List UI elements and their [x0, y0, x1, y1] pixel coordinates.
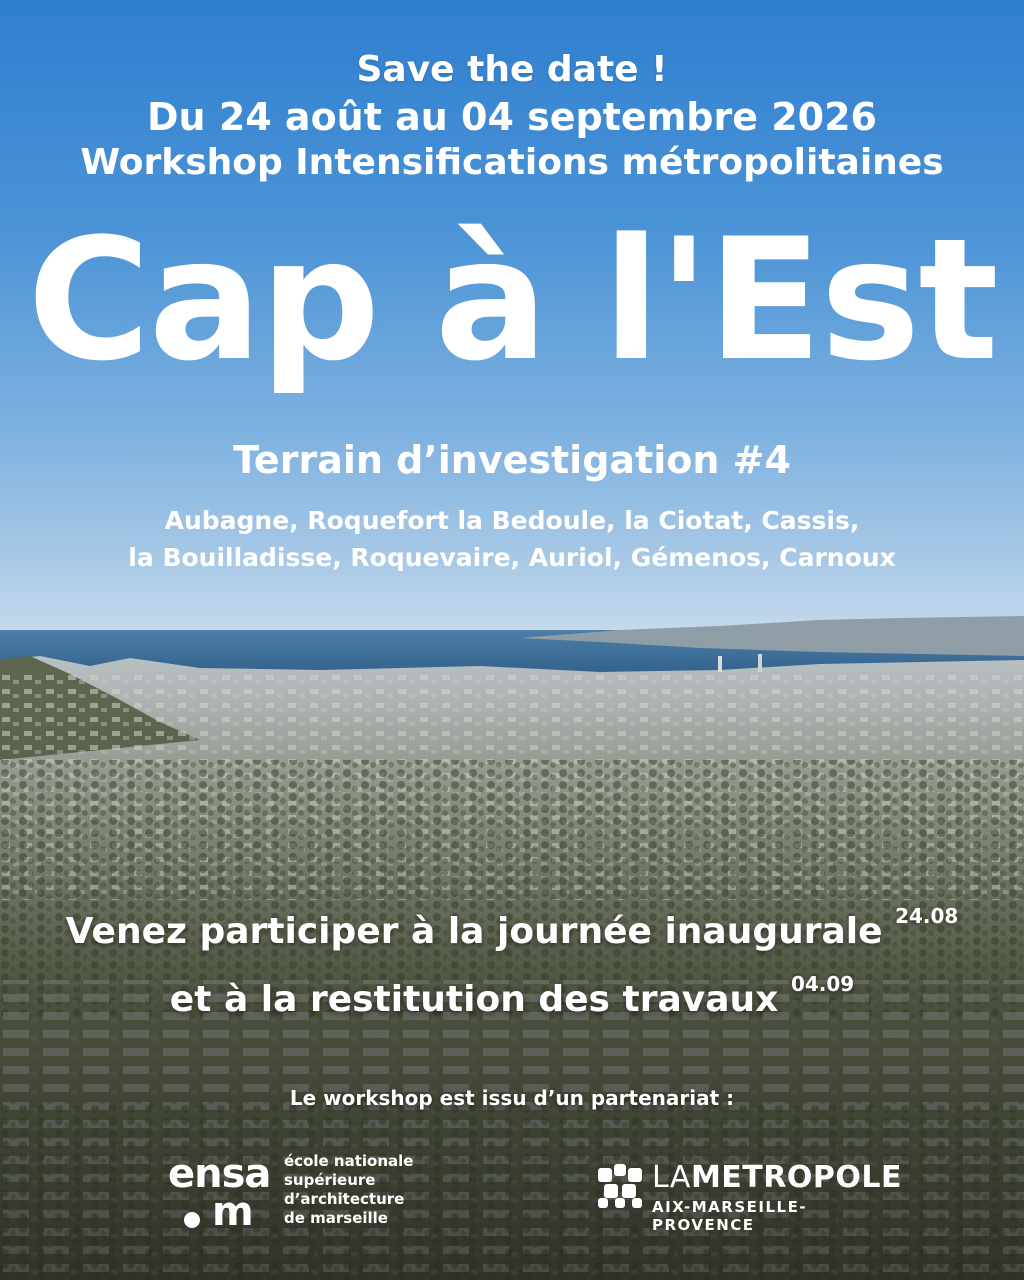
inaugural-day-date: 24.08 — [895, 904, 959, 928]
invitation-text — [0, 890, 1024, 1026]
metropole-name — [652, 1160, 902, 1196]
ensa-logo-dot — [184, 1212, 200, 1228]
ensa-full-name — [284, 1152, 413, 1228]
ensa-name-line-2: supérieure — [284, 1171, 376, 1189]
invitation-line-2 — [0, 958, 1024, 1026]
town-list-line-1: Aubagne, Roquefort la Bedoule, la Ciotat, Cassis, — [164, 506, 860, 535]
ensa-name-line-3: d’architecture — [284, 1190, 405, 1208]
restitution-label: et à la restitution des travaux — [169, 979, 779, 1020]
terrain-heading: Terrain d’investigation #4 — [233, 438, 791, 482]
workshop-name: Workshop Intensifications métropolitaines — [80, 142, 944, 183]
main-title: Cap à l'Est — [27, 202, 997, 398]
partnership-intro: Le workshop est issu d’un partenariat : — [289, 1086, 735, 1110]
inaugural-day-label: Venez participer à la journée inaugurale — [65, 911, 883, 952]
town-list — [0, 502, 1024, 576]
ensa-logo-word: ensa — [168, 1151, 271, 1197]
town-list-line-2: la Bouilladisse, Roquevaire, Auriol, Gémenos, Carnoux — [128, 543, 896, 572]
metropole-logo — [596, 1160, 902, 1234]
metropole-subtitle: AIX-MARSEILLE-PROVENCE — [652, 1198, 808, 1234]
metropole-word: METROPOLE — [690, 1160, 902, 1195]
ensa-name-line-1: école nationale — [284, 1152, 414, 1170]
ensa-logo-m: m — [212, 1189, 254, 1235]
event-dates: Du 24 août au 04 septembre 2026 — [147, 95, 877, 139]
metropole-la: LA — [652, 1160, 691, 1195]
invitation-line-1 — [0, 890, 1024, 958]
save-the-date-label: Save the date ! — [356, 49, 668, 90]
restitution-date: 04.09 — [790, 972, 855, 996]
ensa-name-line-4: de marseille — [284, 1209, 388, 1227]
metropole-emblem-icon — [596, 1162, 644, 1210]
ensa-marseille-logo — [168, 1152, 428, 1236]
